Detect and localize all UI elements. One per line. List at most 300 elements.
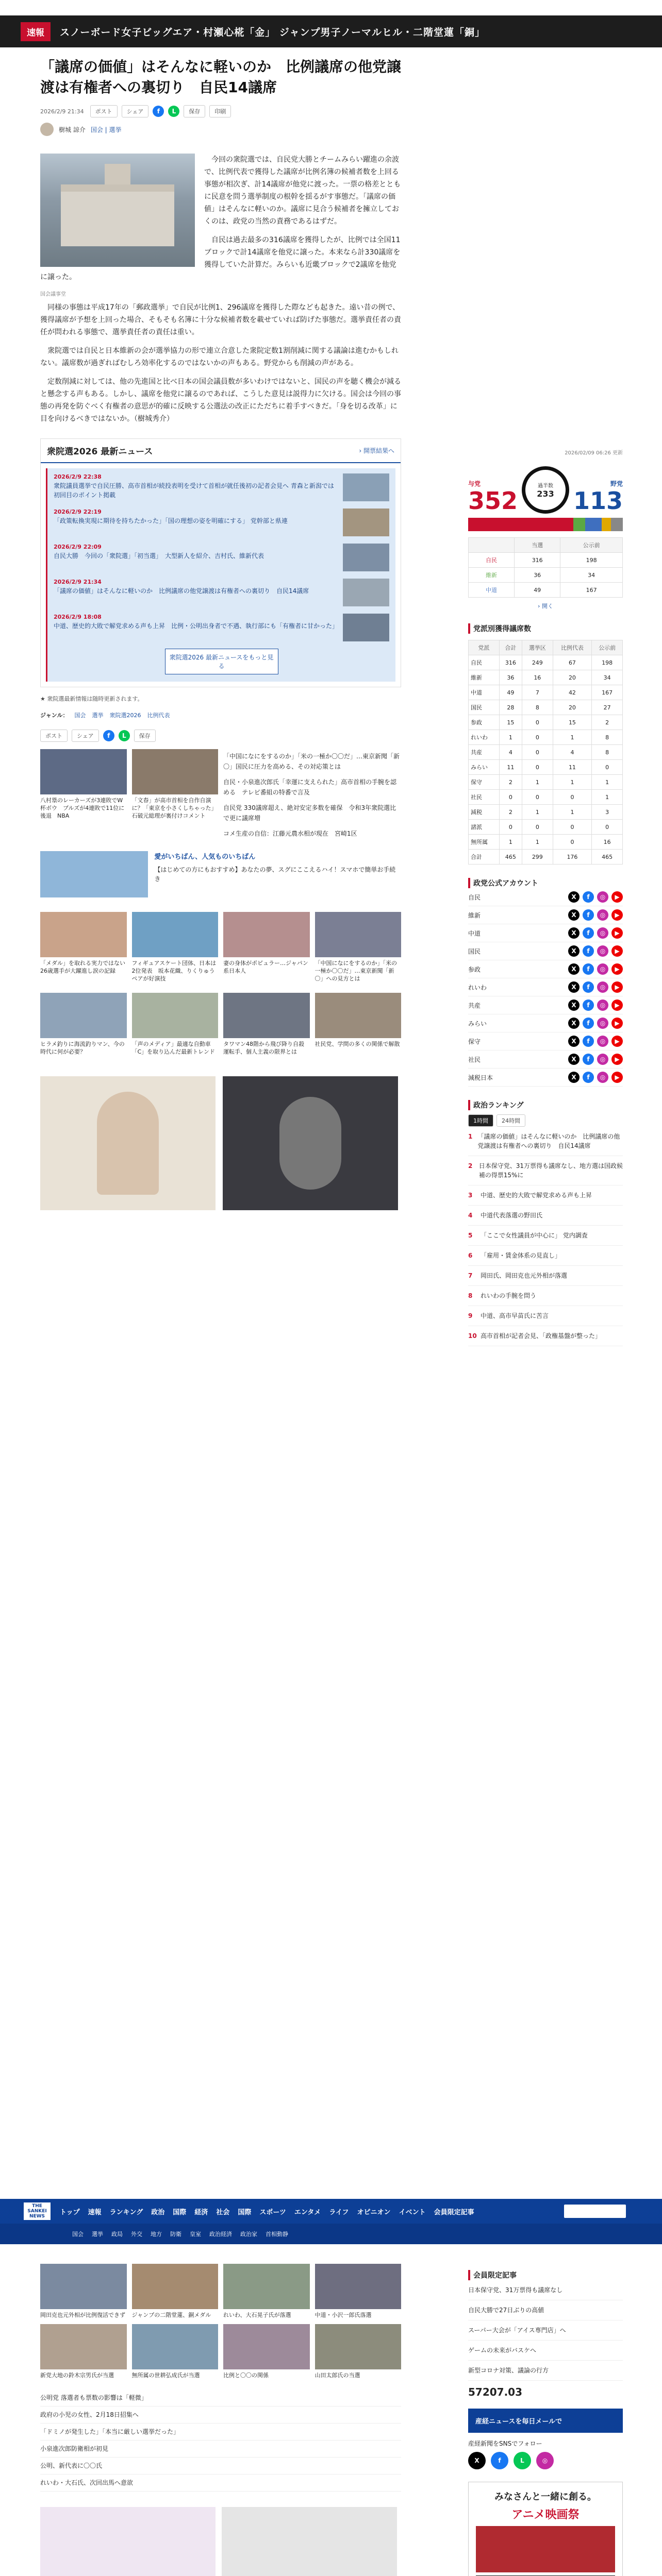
party-seat-table: 党派 合計 選挙区 比例代表 公示前 自民 316 249 67 198 維新 36 16 20 34 中道 49 7 42 167 国民 28 8 20 27 参政 15 0 15 2 れいわ 1 0 1 8 共産 4 0 4 8 みらい 11 0 11 0 保守 2 1 1 1 社民 0 0 0 1 減税 2 1 1 3 諸派 0 0 0 0 無所属 1 1 0 16 合計 465 299 176 465 <box>468 640 623 865</box>
rank-title[interactable]: 「議席の価値」はそんなに軽いのか 比例議席の他党譲渡は有権者への裏切り 自民14議席 <box>477 1133 620 1149</box>
ranking-item[interactable] <box>468 1226 623 1246</box>
item-text[interactable]: 「議席の価値」はそんなに軽いのか 比例議席の他党譲渡は有権者への裏切り 自民14議席 <box>54 587 309 595</box>
list-item[interactable] <box>54 473 389 501</box>
table-row: 保守 2 1 1 1 <box>469 775 623 790</box>
ranking-item[interactable] <box>468 1206 623 1226</box>
tag-link[interactable]: 選挙 <box>92 712 104 719</box>
newsbox-list <box>46 468 395 682</box>
rank-number: 5 <box>468 1232 473 1239</box>
share-button[interactable]: シェア <box>72 730 99 742</box>
accounts-title: 政党公式アカウント <box>468 878 623 888</box>
facebook-icon[interactable]: f <box>583 891 594 903</box>
facebook-icon[interactable]: f <box>583 1018 594 1029</box>
party-account-row <box>468 996 623 1014</box>
member-title: 会員限定記事 <box>468 2270 623 2280</box>
item-title[interactable]: 日本保守党、31万票得も議席なし <box>468 2286 563 2294</box>
item-title[interactable]: ゲームの未来がバスケへ <box>468 2347 537 2354</box>
ad-block[interactable] <box>40 851 401 897</box>
lower-card[interactable] <box>40 2324 127 2379</box>
item-title[interactable]: 新型コロナ対策、議論の行方 <box>468 2367 549 2374</box>
site-nav <box>0 2199 662 2244</box>
related-card[interactable] <box>223 749 401 839</box>
nav-item[interactable]: 会員限定記事 <box>434 2208 474 2216</box>
breaking-text[interactable]: スノーボード女子ビッグエア・村瀬心椛「金」 ジャンプ男子ノーマルヒル・二階堂蓮「銅」 <box>60 26 485 38</box>
table-row: 国民 28 8 20 27 <box>469 700 623 715</box>
youtube-icon[interactable]: ▶ <box>611 891 623 903</box>
ad-banner[interactable] <box>223 1076 398 1210</box>
share-button[interactable]: シェア <box>122 105 149 117</box>
party-name: 自民 <box>468 893 481 901</box>
line-icon[interactable]: L <box>514 2452 531 2469</box>
nav-item[interactable]: ライフ <box>329 2208 349 2216</box>
instagram-icon[interactable]: ◎ <box>597 999 608 1011</box>
rank-title[interactable]: 中道代表落選の野田氏 <box>481 1212 543 1219</box>
party-name: 国民 <box>468 947 481 955</box>
majority-gauge <box>522 466 569 514</box>
promo-box[interactable] <box>468 2482 623 2576</box>
share-x-button[interactable]: ポスト <box>90 105 118 117</box>
tab-1h[interactable]: 1時間 <box>468 1114 493 1127</box>
newsbox-more-link[interactable]: › 開票結果へ <box>359 447 394 454</box>
table-row: 諸派 0 0 0 0 <box>469 820 623 835</box>
save-button[interactable]: 保存 <box>134 730 156 742</box>
x-icon[interactable]: X <box>568 1018 580 1029</box>
lower-card[interactable] <box>315 2264 402 2319</box>
nav-item[interactable]: トップ <box>60 2208 80 2216</box>
item-title[interactable]: 自民大勝で27日ぶりの高値 <box>468 2307 544 2314</box>
tag-list <box>40 711 401 719</box>
instagram-icon[interactable]: ◎ <box>597 945 608 957</box>
nav-item[interactable]: オピニオン <box>357 2208 391 2216</box>
instagram-icon[interactable]: ◎ <box>597 1072 608 1083</box>
nav-sub-item[interactable]: 皇室 <box>190 2231 201 2238</box>
rank-title[interactable]: 「雇用・賃金体系の見直し」 <box>481 1252 561 1259</box>
nav-sub-item[interactable]: 政治家 <box>240 2231 257 2238</box>
party-account-row <box>468 1069 623 1087</box>
ranking-item[interactable] <box>468 1185 623 1206</box>
list-item[interactable]: 政府の小児の女性、2月18日招集へ <box>40 2406 401 2424</box>
table-row: 自民 316 198 <box>469 553 623 568</box>
rank-number: 6 <box>468 1252 473 1259</box>
party-table-title: 党派別獲得議席数 <box>468 623 623 634</box>
ranking-list <box>468 1127 623 1346</box>
rank-number: 4 <box>468 1212 473 1219</box>
facebook-icon[interactable]: f <box>583 999 594 1011</box>
card-caption[interactable]: 「中国になにをするのか」「米の一極か〇〇だ」…東京新聞「新〇」国民に圧力を高める、その対応策とは <box>223 753 400 770</box>
nav-item[interactable]: ランキング <box>109 2208 143 2216</box>
bottom-share-row <box>40 730 401 742</box>
card-caption[interactable]: れいわ、大石晃子氏が落選 <box>223 2312 291 2318</box>
lower-card[interactable] <box>223 2324 310 2379</box>
x-icon[interactable]: X <box>568 927 580 939</box>
member-item[interactable] <box>468 2341 623 2361</box>
table-row: 自民 316 249 67 198 <box>469 655 623 670</box>
follow-mail-banner[interactable]: 産経ニュースを毎日メールで <box>468 2409 623 2433</box>
item-thumb[interactable] <box>343 614 389 641</box>
rank-title[interactable]: れいわの手腕を問う <box>481 1292 537 1299</box>
x-icon[interactable]: X <box>568 909 580 921</box>
card-caption[interactable]: 「声のメディア」最適な自動車「C」を取り込んだ最新トレンド <box>131 1041 215 1055</box>
news-card[interactable] <box>223 912 310 982</box>
lower-card[interactable] <box>132 2324 219 2379</box>
member-item[interactable] <box>468 2361 623 2381</box>
nav-sub-item[interactable]: 首相動静 <box>266 2231 288 2238</box>
tag-link[interactable]: 比例代表 <box>147 712 170 719</box>
card-caption[interactable]: 妻の身体がポピュラー…ジャパン系日本人 <box>223 960 308 974</box>
x-icon[interactable]: X <box>568 1072 580 1083</box>
rank-number: 2 <box>468 1162 473 1170</box>
party-name: れいわ <box>468 984 487 991</box>
card-caption[interactable]: ヒラメ釣りに海流釣りマン、今の時代に何が必要？ <box>40 1041 125 1055</box>
rank-number: 7 <box>468 1272 473 1279</box>
news-card[interactable] <box>315 912 402 982</box>
line-icon[interactable]: L <box>119 730 130 741</box>
print-button[interactable]: 印刷 <box>209 105 231 117</box>
table-row: 中道 49 7 42 167 <box>469 685 623 700</box>
tags-label: ジャンル： <box>40 712 69 719</box>
site-logo[interactable]: THE SANKEI NEWS <box>24 2202 51 2220</box>
news-card[interactable] <box>223 993 310 1056</box>
card-caption[interactable]: 八村塁のレーカーズが3連敗でW杯ボウ ブルズが4連敗で11位に後退 NBA <box>40 797 125 819</box>
item-text[interactable]: 衆院議員選挙で自民圧勝、高市首相が続投表明を受けて首相が就任後初の記者会見へ 青森と新潟では初回目のポイント掲載 <box>54 482 334 499</box>
list-item[interactable] <box>54 544 389 571</box>
card-caption[interactable]: コメ生産の自信：江藤元農水相が現在 宮崎1区 <box>223 830 357 837</box>
article-meta <box>40 105 401 117</box>
card-caption[interactable]: 「文春」が高市首相を自作自演に？「東京を小さくしちゃった」石破元総理が裏付けコメント <box>131 797 217 819</box>
article-photo[interactable] <box>40 154 195 267</box>
instagram-icon[interactable]: ◎ <box>597 1018 608 1029</box>
nav-item[interactable]: イベント <box>399 2208 426 2216</box>
table-row: 維新 36 16 20 34 <box>469 670 623 685</box>
x-icon[interactable]: X <box>568 891 580 903</box>
card-caption[interactable]: 自民・小泉進次郎氏「幸運に支えられた」高市首相の手腕を認める テレビ番組の特番で言及 <box>223 778 397 796</box>
facebook-icon[interactable]: f <box>153 106 164 117</box>
facebook-icon[interactable]: f <box>583 909 594 921</box>
opp-seats: 113 <box>573 487 623 515</box>
lower-ad[interactable] <box>40 2507 401 2576</box>
ranking-item[interactable] <box>468 1306 623 1326</box>
card-caption[interactable]: フィギュアスケート団体、日本は2位発表 坂本花織、りくりゅうペアが好演技 <box>131 960 217 982</box>
party-account-row <box>468 888 623 906</box>
item-date: 2026/2/9 22:09 <box>54 544 102 550</box>
results-sidebar <box>468 448 623 1346</box>
facebook-icon[interactable]: f <box>583 1036 594 1047</box>
list-item[interactable]: れいわ・大石氏、次回出馬へ意欲 <box>40 2475 401 2492</box>
news-card[interactable] <box>40 912 127 982</box>
x-icon[interactable]: X <box>568 999 580 1011</box>
party-name: 維新 <box>468 911 481 919</box>
facebook-icon[interactable]: f <box>103 730 114 741</box>
nav-sub-item[interactable]: 国会 <box>72 2231 84 2238</box>
party-account-row <box>468 942 623 960</box>
list-item[interactable] <box>54 614 389 641</box>
related-card[interactable] <box>40 749 127 839</box>
card-caption[interactable]: 新党大地の鈴木宗男氏が当選 <box>40 2372 114 2379</box>
facebook-icon[interactable]: f <box>583 927 594 939</box>
paragraph: 今回の衆院選では、自民党大勝とチームみらい躍進の余波で、比例代表で獲得した議席が比例名簿の候補者数を上回る事態が相次ぎ、計14議席が他党に渡った。一票の格差とともに民意を問う選挙制度の根幹を揺るがす事態だ。「議席の価値」はそんなに軽いのか。議席に見合う候補者を擁立しておくのは、政党の当然の責務であるはずだ。 <box>204 156 401 226</box>
nav-sub-item[interactable]: 外交 <box>131 2231 142 2238</box>
paragraph: 自民は過去最多の316議席を獲得したが、比例では全国11ブロックで計14議席を他党に譲った。本来なら計330議席を獲得していた計算だ。みらいも近畿ブロックで2議席を他党に譲った。 <box>40 236 401 281</box>
member-item[interactable] <box>468 2280 623 2300</box>
facebook-icon[interactable]: f <box>583 1072 594 1083</box>
card-caption[interactable]: 比例と〇〇の関係 <box>223 2372 269 2379</box>
party-name: みらい <box>468 1020 487 1027</box>
photo-caption: 国会議事堂 <box>40 292 66 297</box>
lower-card[interactable] <box>40 2264 127 2319</box>
ranking-item[interactable] <box>468 1326 623 1346</box>
list-item[interactable]: 「ドミノが発生した」「本当に厳しい選挙だった」 <box>40 2424 401 2441</box>
promo-title: みなさんと一緒に創る。 <box>494 2492 597 2502</box>
nav-sub-item[interactable]: 選挙 <box>92 2231 103 2238</box>
table-row: 維新 36 34 <box>469 568 623 583</box>
item-text[interactable]: 中道、歴史的大敗で解党求める声も上昇 比例・公明出身者で不遇、執行部にも「有権者に甘かった」 <box>54 622 339 630</box>
nav-item[interactable]: エンタメ <box>294 2208 321 2216</box>
table-row: れいわ 1 0 1 8 <box>469 730 623 745</box>
seat-score <box>468 456 623 514</box>
ranking-item[interactable] <box>468 1286 623 1306</box>
newsbox-title: 衆院選2026 最新ニュース <box>47 447 153 457</box>
youtube-icon[interactable]: ▶ <box>611 909 623 921</box>
table-row: 無所属 1 1 0 16 <box>469 835 623 850</box>
instagram-icon[interactable]: ◎ <box>597 1054 608 1065</box>
rank-title[interactable]: 岡田氏、岡田克也元外相が落選 <box>481 1272 568 1279</box>
party-name: 減税日本 <box>468 1074 493 1081</box>
rank-number: 9 <box>468 1312 473 1319</box>
table-row: 共産 4 0 4 8 <box>469 745 623 760</box>
card-caption[interactable]: 山田太郎氏の当選 <box>315 2372 360 2379</box>
save-button[interactable]: 保存 <box>184 105 205 117</box>
rank-title[interactable]: 高市首相が記者会見、「政権基盤が整った」 <box>481 1332 602 1340</box>
results-date: 2026/02/09 06:26 更新 <box>565 450 623 456</box>
party-account-row <box>468 960 623 978</box>
news-grid-2 <box>40 912 401 982</box>
nav-sub-item[interactable]: 地方 <box>151 2231 162 2238</box>
line-icon[interactable]: L <box>168 106 179 117</box>
instagram-icon[interactable]: ◎ <box>597 927 608 939</box>
card-caption[interactable]: タワマン48階から飛び降り自殺 運転手、個人主義の限界とは <box>223 1041 310 1055</box>
list-item[interactable] <box>54 509 389 536</box>
nav-item[interactable]: 国際 <box>173 2208 187 2216</box>
related-grid <box>40 749 401 839</box>
youtube-icon[interactable]: ▶ <box>611 981 623 993</box>
author-tags[interactable]: 国会 | 選挙 <box>90 126 122 133</box>
search-input[interactable] <box>564 2205 626 2218</box>
card-caption[interactable]: 自民党 330議席超え、絶対安定多数を確保 令和3年衆院選比で更に議席増 <box>223 804 396 822</box>
nav-item[interactable]: 社会 <box>216 2208 230 2216</box>
large-ad-row <box>40 1076 401 1210</box>
nav-items <box>60 2207 474 2216</box>
table-row: 参政 15 0 15 2 <box>469 715 623 730</box>
youtube-icon[interactable]: ▶ <box>611 1018 623 1029</box>
facebook-icon[interactable]: f <box>491 2452 508 2469</box>
news-grid-3 <box>40 993 401 1056</box>
member-item[interactable] <box>468 2300 623 2320</box>
paragraph: 同様の事態は平成17年の「郵政選挙」で自民が比例1、296議席を獲得した際なども起きた。遠い昔の例で、獲得議席が予想を上回った場合、そもそも名簿に十分な候補者数を載せていれば防げた事態だ。選挙責任者の責任が問われる事態で、選挙責任者の責任は重い。 <box>40 303 401 336</box>
breaking-tag: 速報 <box>21 22 51 41</box>
youtube-icon[interactable]: ▶ <box>611 963 623 975</box>
card-caption[interactable]: 無所属の世耕弘成氏が当選 <box>131 2372 200 2379</box>
gauge-label: 過半数 <box>538 483 553 489</box>
nav-item[interactable]: 政治 <box>151 2208 165 2216</box>
member-item[interactable] <box>468 2320 623 2341</box>
table-row: 減税 2 1 1 3 <box>469 805 623 820</box>
share-x-button[interactable]: ポスト <box>40 730 68 742</box>
rank-title[interactable]: 中道、歴史的大敗で解党求める声も上昇 <box>481 1192 592 1199</box>
news-card[interactable] <box>132 993 219 1056</box>
facebook-icon[interactable]: f <box>583 945 594 957</box>
ranking-item[interactable] <box>468 1266 623 1286</box>
item-date: 2026/2/9 22:19 <box>54 509 102 515</box>
article-column <box>40 57 401 1210</box>
nav-item[interactable]: 速報 <box>88 2208 102 2216</box>
item-thumb[interactable] <box>343 579 389 606</box>
lower-cards <box>40 2264 401 2379</box>
member-list <box>468 2280 623 2381</box>
ranking-title: 政治ランキング <box>468 1100 623 1110</box>
list-item[interactable]: 公明、新代表に〇〇氏 <box>40 2458 401 2475</box>
x-icon[interactable]: X <box>568 1054 580 1065</box>
ad-banner[interactable] <box>40 1076 216 1210</box>
update-note: ★ 衆院選最新情報は随時更新されます。 <box>40 696 143 702</box>
party-account-row <box>468 1050 623 1069</box>
instagram-icon[interactable]: ◎ <box>597 981 608 993</box>
card-caption[interactable]: 「メダル」を取れる実力ではない 26歳選手が大躍進し涙の記録 <box>40 960 125 974</box>
party-name: 共産 <box>468 1002 481 1009</box>
tag-link[interactable]: 衆院選2026 <box>109 712 141 719</box>
list-item[interactable] <box>54 579 389 606</box>
ad-title[interactable]: 愛がいちばん、人気ものいちばん <box>154 853 256 861</box>
item-text[interactable]: 自民大勝 今回の「衆院選」「初当選」 大型新人を紹介、吉村氏、維新代表 <box>54 552 264 560</box>
nav-item[interactable]: 国際 <box>238 2208 252 2216</box>
list-item[interactable]: 公明党 落選者も票数の影響は「軽微」 <box>40 2389 401 2406</box>
facebook-icon[interactable]: f <box>583 1054 594 1065</box>
breaking-news-bar[interactable] <box>0 15 662 47</box>
youtube-icon[interactable]: ▶ <box>611 1054 623 1065</box>
ranking-tabs <box>468 1114 623 1127</box>
rank-title[interactable]: 「ここで女性議員が中心に」 党内調査 <box>481 1232 588 1239</box>
author[interactable] <box>40 123 401 136</box>
item-date: 2026/2/9 18:08 <box>54 614 102 620</box>
card-caption[interactable]: 岡田克也元外相が比例復活できず <box>40 2312 125 2318</box>
x-icon[interactable]: X <box>568 1036 580 1047</box>
facebook-icon[interactable]: f <box>583 981 594 993</box>
rank-number: 1 <box>468 1133 473 1140</box>
news-card[interactable] <box>132 912 219 982</box>
youtube-icon[interactable]: ▶ <box>611 999 623 1011</box>
rank-number: 8 <box>468 1292 473 1299</box>
ruling-seats: 352 <box>468 487 518 515</box>
nav-sub-item[interactable]: 政治経済 <box>209 2231 232 2238</box>
election-news-box <box>40 438 401 687</box>
lower-card[interactable] <box>223 2264 310 2319</box>
x-icon[interactable]: X <box>568 945 580 957</box>
item-text[interactable]: 「政策転換実現に期待を持ちたかった」「国の理想の姿を明確にする」 党幹部と県連 <box>54 517 288 524</box>
lower-card[interactable] <box>132 2264 219 2319</box>
news-card[interactable] <box>40 993 127 1056</box>
card-caption[interactable]: ジャンプの二階堂蓮、銅メダル <box>131 2312 211 2318</box>
item-thumb[interactable] <box>343 544 389 571</box>
article-date: 2026/2/9 21:34 <box>40 108 84 115</box>
news-card[interactable] <box>315 993 402 1056</box>
list-item[interactable]: 小泉進次郎防衛相が初見 <box>40 2441 401 2458</box>
x-icon[interactable]: X <box>468 2452 486 2469</box>
rank-title[interactable]: 中道、高市早苗氏に苦言 <box>481 1312 549 1319</box>
nav-sub-item[interactable]: 政局 <box>111 2231 123 2238</box>
instagram-icon[interactable]: ◎ <box>597 1036 608 1047</box>
youtube-icon[interactable]: ▶ <box>611 1036 623 1047</box>
x-icon[interactable]: X <box>568 981 580 993</box>
youtube-icon[interactable]: ▶ <box>611 1072 623 1083</box>
party-name: 保守 <box>468 1038 481 1045</box>
instagram-icon[interactable]: ◎ <box>597 963 608 975</box>
ad-text[interactable]: 【はじめての方にもおすすめ】あなたの夢、スグにここえるハイ！スマホで簡単お手続き <box>154 866 396 883</box>
youtube-icon[interactable]: ▶ <box>611 945 623 957</box>
item-date: 2026/2/9 22:38 <box>54 473 102 480</box>
party-accounts <box>468 888 623 1087</box>
nav-sub <box>0 2224 662 2244</box>
avatar <box>40 123 54 136</box>
table-row: 合計 465 299 176 465 <box>469 850 623 865</box>
card-caption[interactable]: 社民党、学問の多くの関係で解散 <box>315 1041 400 1047</box>
instagram-icon[interactable]: ◎ <box>536 2452 554 2469</box>
rank-title[interactable]: 日本保守党、31万票得も議席なし、地方選は国政候補の得票15%に <box>478 1162 623 1179</box>
item-title[interactable]: スーパー大会が「アイス専門店」へ <box>468 2327 566 2334</box>
article-body <box>40 154 401 425</box>
table-row: 社民 0 0 0 1 <box>469 790 623 805</box>
instagram-icon[interactable]: ◎ <box>597 891 608 903</box>
nav-item[interactable]: スポーツ <box>259 2208 286 2216</box>
tab-24h[interactable]: 24時間 <box>496 1114 525 1127</box>
item-thumb[interactable] <box>343 509 389 536</box>
ranking-item[interactable] <box>468 1127 623 1156</box>
ranking-item[interactable] <box>468 1156 623 1185</box>
party-account-row <box>468 1032 623 1050</box>
facebook-icon[interactable]: f <box>583 963 594 975</box>
newsbox-more-button[interactable]: 衆院選2026 最新ニュースをもっと見る <box>165 649 278 674</box>
card-caption[interactable]: 「中国になにをするのか」「米の一極か〇〇だ」…東京新聞「新〇」への見方とは <box>315 960 397 982</box>
instagram-icon[interactable]: ◎ <box>597 909 608 921</box>
expand-button[interactable]: › 開く <box>538 603 553 609</box>
item-thumb[interactable] <box>343 473 389 501</box>
rank-number: 10 <box>468 1332 477 1340</box>
party-name: 社民 <box>468 1056 481 1063</box>
party-account-row <box>468 906 623 924</box>
youtube-icon[interactable]: ▶ <box>611 927 623 939</box>
sns-icons <box>468 2452 623 2469</box>
author-name[interactable]: 樹城 諒介 <box>59 126 86 133</box>
ranking-item[interactable] <box>468 1246 623 1266</box>
card-caption[interactable]: 中道・小沢一郎氏落選 <box>315 2312 372 2318</box>
summary-table: 当選 公示前 自民 316 198 維新 36 34 中道 49 167 <box>468 537 623 598</box>
rank-number: 3 <box>468 1192 473 1199</box>
related-card[interactable] <box>132 749 219 839</box>
ruling-label: 与党 <box>468 480 481 487</box>
opp-label: 野党 <box>610 480 623 487</box>
lower-sidebar <box>468 2257 623 2576</box>
sns-follow-title: 産経新聞をSNSでフォロー <box>468 2440 542 2447</box>
party-account-row <box>468 1014 623 1032</box>
tag-link[interactable]: 国会 <box>74 712 86 719</box>
lower-card[interactable] <box>315 2324 402 2379</box>
nav-item[interactable]: 経済 <box>194 2208 208 2216</box>
ad-image[interactable] <box>40 851 148 897</box>
table-row: 中道 49 167 <box>469 583 623 598</box>
promo-sub: アニメ映画祭 <box>511 2509 580 2521</box>
x-icon[interactable]: X <box>568 963 580 975</box>
party-account-row <box>468 924 623 942</box>
nav-sub-item[interactable]: 防衛 <box>170 2231 181 2238</box>
item-date: 2026/2/9 21:34 <box>54 579 102 585</box>
